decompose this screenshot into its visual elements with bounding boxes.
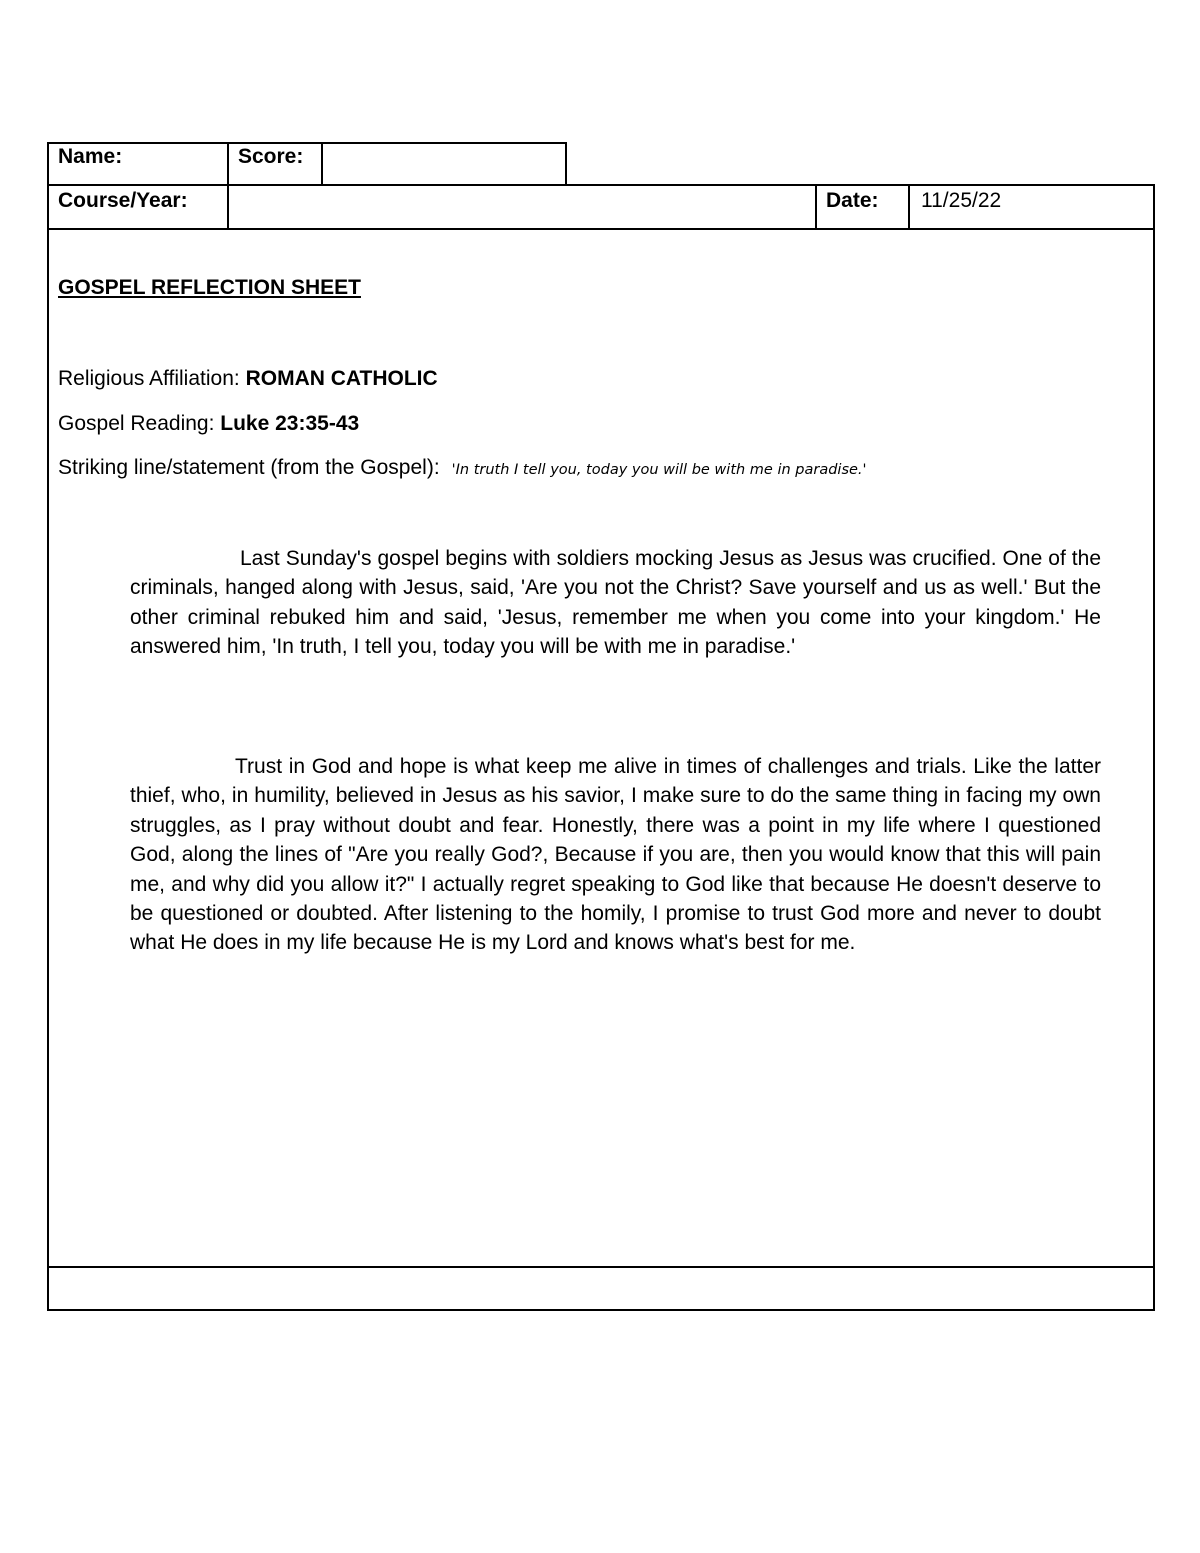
affiliation-label: Religious Affiliation:: [58, 367, 240, 390]
reading-line: [58, 412, 359, 436]
date-value: 11/25/22: [921, 189, 1002, 212]
reading-value: Luke 23:35-43: [220, 412, 360, 435]
striking-quote: 'In truth I tell you, today you will be with me in paradise.': [451, 462, 867, 478]
date-label: Date:: [826, 189, 879, 212]
summary-paragraph: Last Sunday's gospel begins with soldiers mocking Jesus as Jesus was crucified. One of the criminals, hanged along with Jesus, said, 'Are you not the Christ? Save yourself and us as well.' But the other criminal rebuked him and said, 'Jesus, remember me when you come into your kingdom.' He answered him, 'In truth, I tell you, today you will be with me in paradise.': [130, 547, 1101, 659]
name-label: Name:: [58, 145, 123, 168]
affiliation-line: [58, 367, 438, 391]
course-value-cell: [227, 184, 817, 230]
affiliation-value: ROMAN CATHOLIC: [245, 367, 438, 390]
striking-label: Striking line/statement (from the Gospel):: [58, 456, 440, 479]
reading-label: Gospel Reading:: [58, 412, 215, 435]
score-label: Score:: [238, 145, 304, 168]
sheet-title: GOSPEL REFLECTION SHEET: [58, 276, 361, 299]
striking-line: [58, 456, 867, 480]
course-year-label: Course/Year:: [58, 189, 188, 212]
reflection-paragraph: Trust in God and hope is what keep me alive in times of challenges and trials. Like the latter thief, who, in humility, believed in Jesus as his savior, I make sure to do the same thing in facing my own struggles, as I pray without doubt and fear. Honestly, there was a point in my life where I questioned God, along the lines of "Are you really God?, Because if you are, then you would know that this will pain me, and why did you allow it?" I actually regret speaking to God like that because He doesn't deserve to be questioned or doubted. After listening to the homily, I promise to trust God more and never to doubt what He does in my life because He is my Lord and knows what's best for me.: [130, 755, 1101, 955]
score-value-cell: [321, 142, 567, 186]
footer-row: [47, 1266, 1155, 1311]
